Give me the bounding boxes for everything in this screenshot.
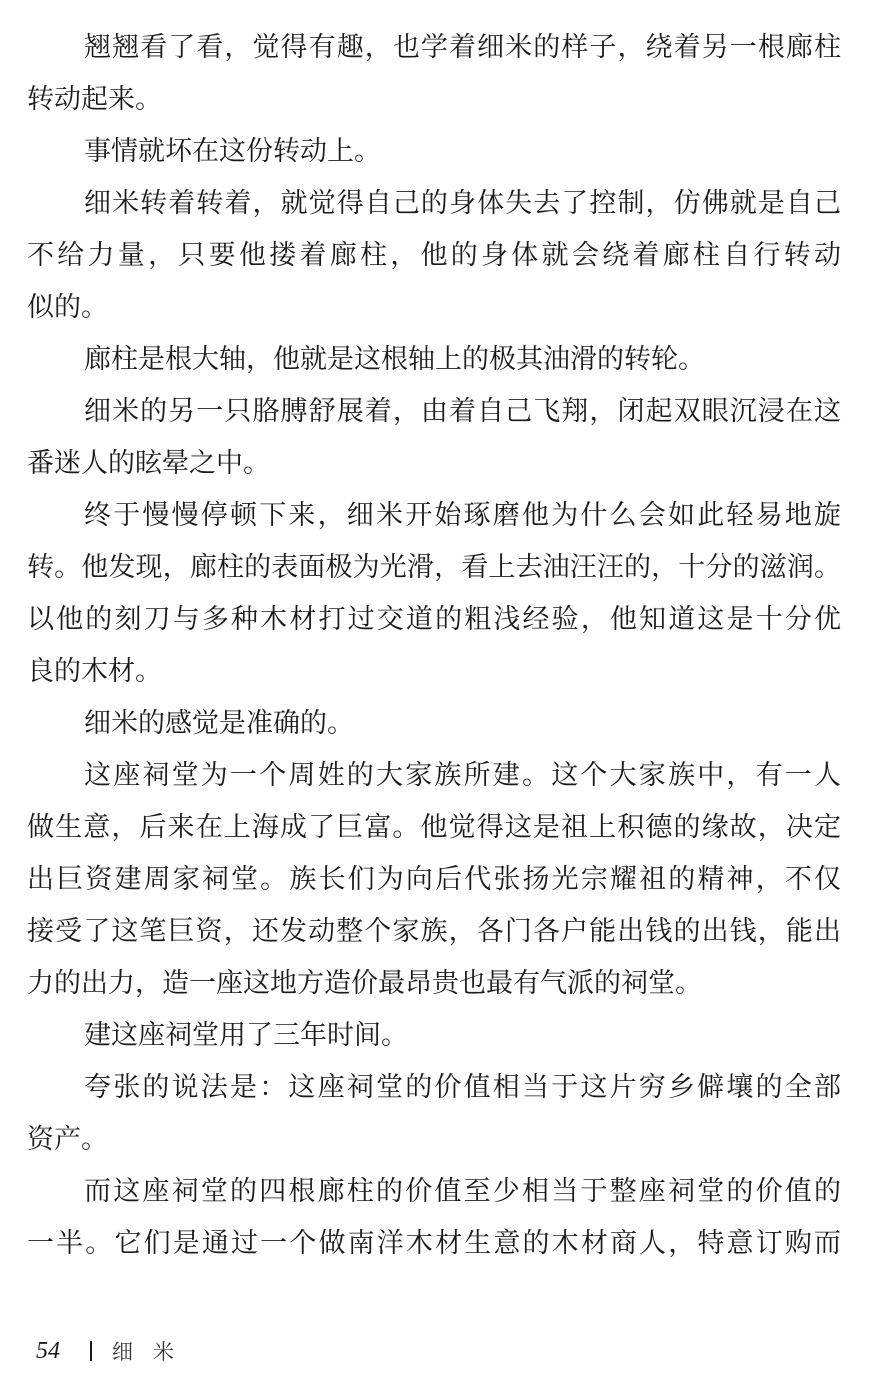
paragraph [27,126,841,178]
text-line: 以他的刻刀与多种木材打过交道的粗浅经验，他知道这是十分优 [27,604,841,635]
paragraph [27,178,841,334]
page-number: 54 [36,1337,60,1364]
text-line: 夸张的说法是：这座祠堂的价值相当于这片穷乡僻壤的全部 [84,1072,841,1103]
text-line: 资产。 [27,1124,108,1155]
text-line: 终于慢慢停顿下来，细米开始琢磨他为什么会如此轻易地旋 [84,500,841,531]
text-line: 细米的另一只胳膊舒展着，由着自己飞翔，闭起双眼沉浸在这 [84,396,841,427]
paragraph [27,698,841,750]
page-body [27,22,841,1270]
text-line: 转。他发现，廊柱的表面极为光滑，看上去油汪汪的，十分的滋润。 [27,552,841,583]
paragraph [27,490,841,698]
paragraph [27,750,841,1010]
text-line: 接受了这笔巨资，还发动整个家族，各门各户能出钱的出钱，能出 [27,916,841,947]
text-line: 良的木材。 [27,656,162,687]
paragraph [27,1010,841,1062]
text-line: 细米的感觉是准确的。 [84,708,354,739]
text-line: 事情就坏在这份转动上。 [84,136,381,167]
paragraph [27,386,841,490]
text-line: 而这座祠堂的四根廊柱的价值至少相当于整座祠堂的价值的 [84,1176,841,1207]
text-line: 这座祠堂为一个周姓的大家族所建。这个大家族中，有一人 [84,760,841,791]
text-line: 建这座祠堂用了三年时间。 [84,1020,408,1051]
text-line: 细米转着转着，就觉得自己的身体失去了控制，仿佛就是自己 [84,188,841,219]
page-footer [36,1333,194,1369]
text-line: 力的出力，造一座这地方造价最昂贵也最有气派的祠堂。 [27,968,702,999]
text-line: 番迷人的眩晕之中。 [27,448,270,479]
footer-divider [90,1341,92,1361]
text-line: 做生意，后来在上海成了巨富。他觉得这是祖上积德的缘故，决定 [27,812,841,843]
paragraph [27,22,841,126]
text-line: 出巨资建周家祠堂。族长们为向后代张扬光宗耀祖的精神，不仅 [27,864,841,895]
text-line: 翘翘看了看，觉得有趣，也学着细米的样子，绕着另一根廊柱 [84,32,841,63]
paragraph [27,1062,841,1166]
text-line: 廊柱是根大轴，他就是这根轴上的极其油滑的转轮。 [84,344,705,375]
paragraph [27,1166,841,1270]
text-line: 一半。它们是通过一个做南洋木材生意的木材商人，特意订购而 [27,1228,841,1259]
text-line: 似的。 [27,292,108,323]
text-line: 不给力量，只要他搂着廊柱，他的身体就会绕着廊柱自行转动 [27,240,841,271]
text-line: 转动起来。 [27,84,162,115]
running-title: 细米 [112,1340,194,1364]
paragraph [27,334,841,386]
